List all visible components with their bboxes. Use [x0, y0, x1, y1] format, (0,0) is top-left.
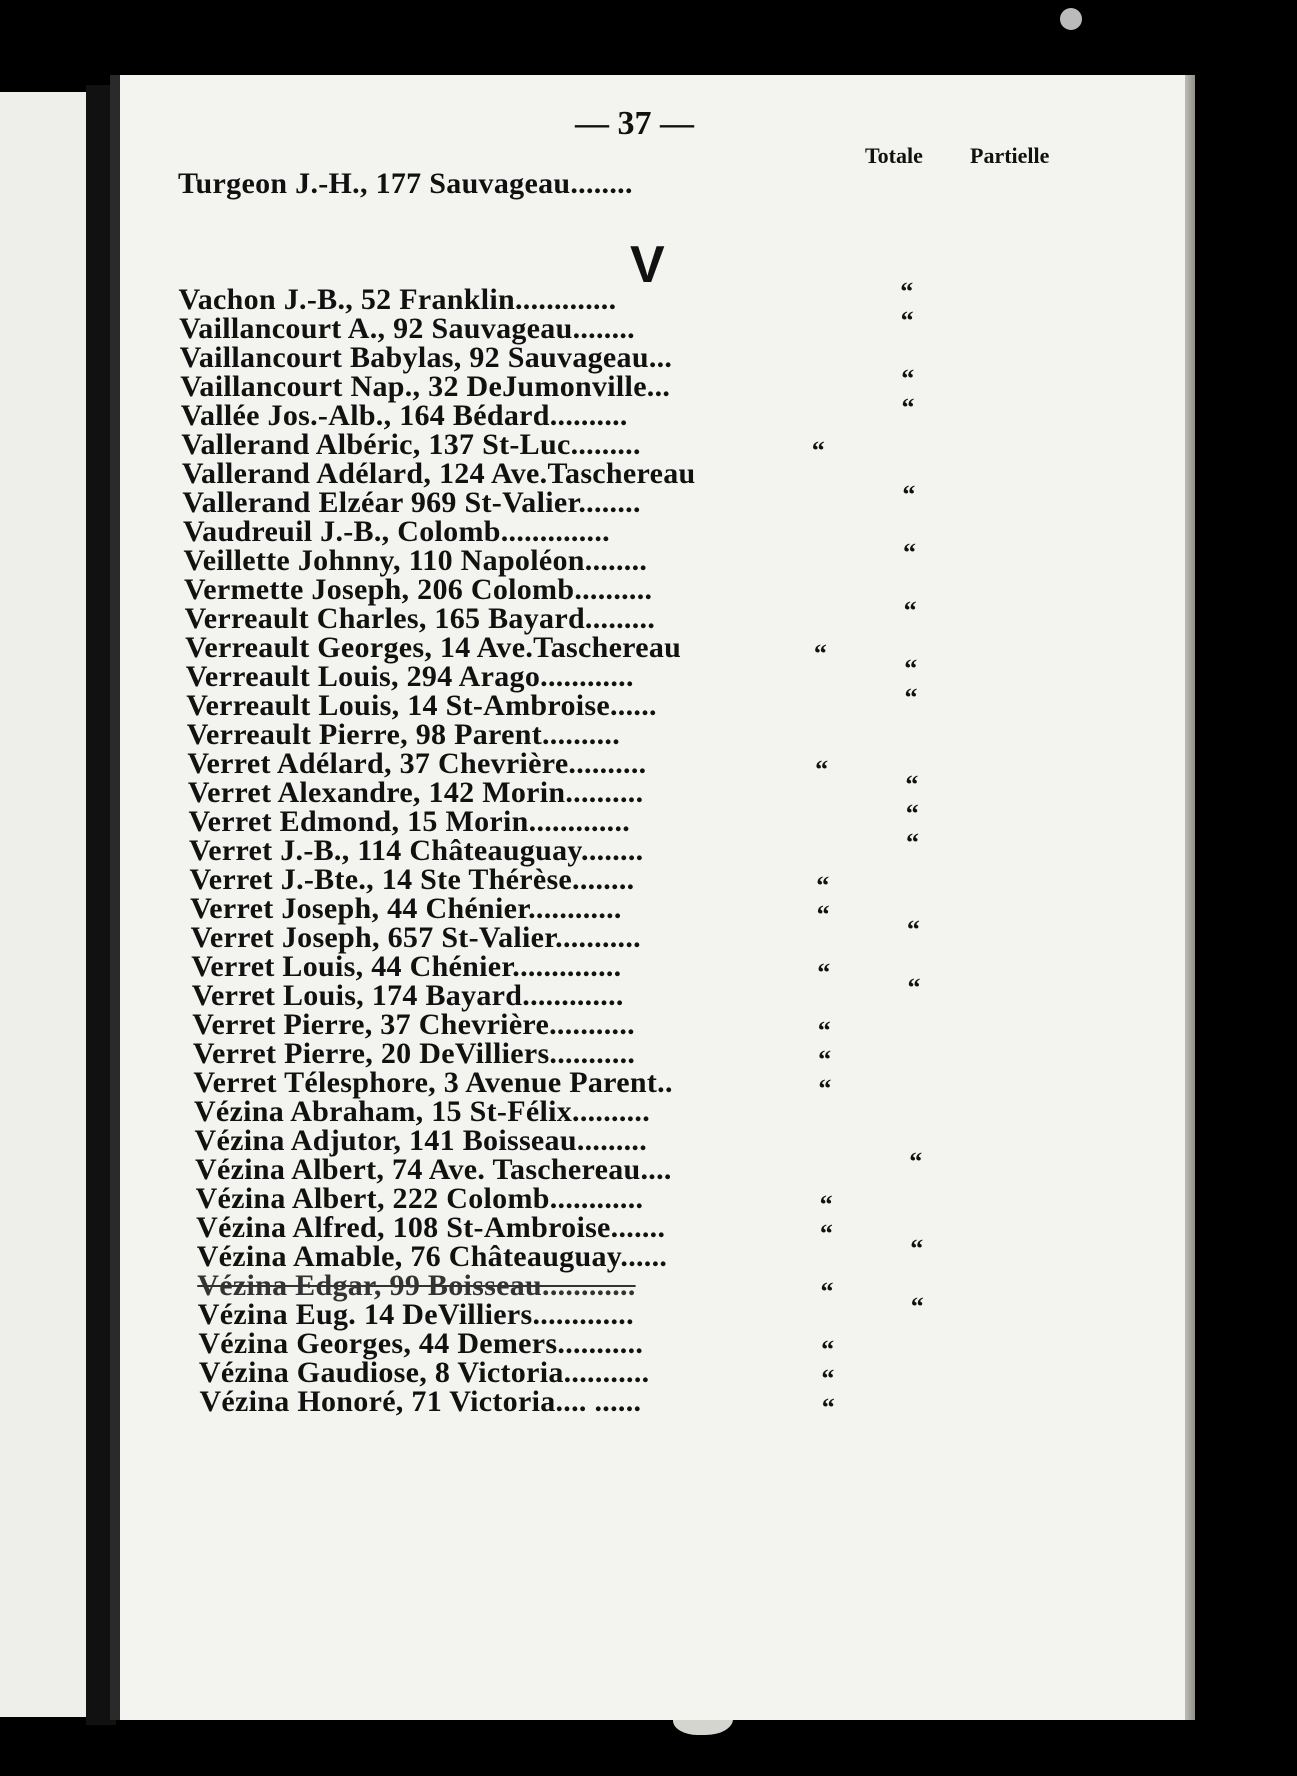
entry-name-address: Verreault Louis, 294 Arago............	[185, 660, 634, 693]
column-header-partielle: Partielle	[970, 143, 1050, 168]
entry-name-address: Verret Edmond, 15 Morin.............	[188, 805, 631, 838]
entry-name-address: Verret Joseph, 44 Chénier............	[190, 892, 622, 925]
entry-name-address: Vézina Gaudiose, 8 Victoria...........	[198, 1356, 650, 1389]
directory-page	[110, 75, 1195, 1720]
entry-name-address: Vézina Honoré, 71 Victoria.... ......	[199, 1385, 642, 1418]
entry-name-address: Vézina Albert, 74 Ave. Taschereau....	[195, 1153, 672, 1186]
ditto-mark-totale: “	[811, 436, 825, 465]
entry-name-address: Vézina Albert, 222 Colomb............	[195, 1182, 644, 1215]
ditto-mark-partielle: “	[900, 306, 914, 335]
entry-name-address: Vaillancourt A., 92 Sauvageau........	[179, 312, 635, 345]
entry-name-address: Verreault Louis, 14 St-Ambroise......	[186, 689, 657, 722]
ditto-mark-partielle: “	[904, 683, 918, 712]
ditto-mark-partielle: “	[906, 828, 919, 857]
ditto-mark-partielle: “	[909, 1147, 923, 1176]
ditto-mark-totale: “	[813, 639, 827, 668]
entry-name-address: Vallée Jos.-Alb., 164 Bédard..........	[180, 399, 628, 432]
ditto-mark-totale: “	[818, 1074, 832, 1103]
scan-speck	[1060, 8, 1082, 30]
entry-name-address: Vézina Amable, 76 Châteauguay......	[196, 1240, 668, 1273]
entry-name-address: Vézina Eug. 14 DeVilliers.............	[197, 1298, 634, 1331]
entry-name-address: Vézina Abraham, 15 St-Félix..........	[193, 1095, 651, 1128]
column-header-totale: Totale	[865, 143, 923, 168]
entry-name-address: Verreault Pierre, 98 Parent..........	[186, 718, 621, 751]
ditto-mark-partielle: “	[901, 393, 915, 422]
ditto-mark-partielle: “	[907, 973, 921, 1002]
entry-name-address: Verret Télesphore, 3 Avenue Parent..	[193, 1066, 673, 1099]
ditto-mark-totale: “	[821, 1335, 835, 1364]
section-letter: V	[630, 236, 665, 294]
ditto-mark-partielle: “	[900, 277, 914, 306]
ditto-mark-totale: “	[815, 755, 829, 784]
ditto-mark-totale: “	[817, 1016, 831, 1045]
ditto-mark-partielle: “	[903, 538, 916, 567]
entry-name-address: Verreault Charles, 165 Bayard.........	[184, 602, 656, 635]
entry-name-address: Vermette Joseph, 206 Colomb..........	[184, 573, 653, 606]
ditto-mark-partielle: “	[906, 915, 920, 944]
entry-name-address: Verret Pierre, 20 DeVilliers...........	[192, 1037, 636, 1070]
entry-name-address: Vachon J.-B., 52 Franklin.............	[178, 283, 617, 316]
ditto-mark-totale: “	[817, 958, 831, 987]
entry-name-address: Verret J.-B., 114 Châteauguay........	[189, 834, 644, 867]
ditto-mark-totale: “	[819, 1190, 833, 1219]
entry-name-address: Vézina Edgar, 99 Boisseau............	[197, 1269, 636, 1302]
ditto-mark-partielle: “	[905, 770, 919, 799]
ditto-mark-totale: “	[816, 900, 830, 929]
page-edge	[1185, 75, 1195, 1720]
ditto-mark-totale: “	[819, 1219, 833, 1248]
entry-name-address: Vézina Adjutor, 141 Boisseau.........	[194, 1124, 648, 1157]
entry-name-address: Verret Louis, 44 Chénier..............	[191, 950, 622, 983]
ditto-mark-totale: “	[818, 1045, 832, 1074]
entry-name-address: Vallerand Albéric, 137 St-Luc.........	[181, 428, 641, 461]
ditto-mark-totale: “	[816, 871, 830, 900]
ditto-mark-partielle: “	[904, 654, 918, 683]
entry-name-address: Vaillancourt Babylas, 92 Sauvageau...	[179, 341, 673, 374]
ditto-mark-totale: “	[821, 1364, 835, 1393]
ditto-mark-partielle: “	[910, 1292, 924, 1321]
entry-name-address: Verret Adélard, 37 Chevrière..........	[187, 747, 647, 780]
entry-name-address: Verret Joseph, 657 St-Valier...........	[190, 921, 641, 954]
directory-entry	[110, 1385, 1110, 1422]
entry-name-address: Verret Louis, 174 Bayard.............	[191, 979, 624, 1012]
ditto-mark-partielle: “	[910, 1234, 924, 1263]
entry-name-address: Veillette Johnny, 110 Napoléon........	[183, 544, 648, 577]
entry-name-address: Vézina Georges, 44 Demers...........	[198, 1327, 644, 1360]
ditto-mark-partielle: “	[902, 480, 916, 509]
entry-name-address: Vallerand Adélard, 124 Ave.Taschereau	[181, 457, 696, 490]
ditto-mark-partielle: “	[901, 364, 915, 393]
entry-name-address: Vaillancourt Nap., 32 DeJumonville...	[180, 370, 671, 403]
ditto-mark-totale: “	[821, 1393, 835, 1422]
entry-name-address: Verret Alexandre, 142 Morin..........	[187, 776, 644, 809]
directory-entry	[110, 167, 1110, 200]
entry-name-address: Verret Pierre, 37 Chevrière...........	[192, 1008, 635, 1041]
entry-name-address: Vaudreuil J.-B., Colomb..............	[182, 515, 610, 548]
entry-name-address: Vallerand Elzéar 969 St-Valier........	[182, 486, 641, 519]
ditto-mark-partielle: “	[905, 799, 919, 828]
entry-name-address: Vézina Alfred, 108 St-Ambroise.......	[196, 1211, 666, 1244]
page-number: — 37 —	[575, 105, 694, 142]
facing-page-edge	[0, 92, 86, 1717]
entry-name-address: Verret J.-Bte., 14 Ste Thérèse........	[189, 863, 635, 896]
entry-name-address: Turgeon J.-H., 177 Sauvageau........	[178, 167, 633, 200]
entry-name-address: Verreault Georges, 14 Ave.Taschereau	[185, 631, 682, 664]
ditto-mark-totale: “	[820, 1277, 834, 1306]
ditto-mark-partielle: “	[903, 596, 917, 625]
